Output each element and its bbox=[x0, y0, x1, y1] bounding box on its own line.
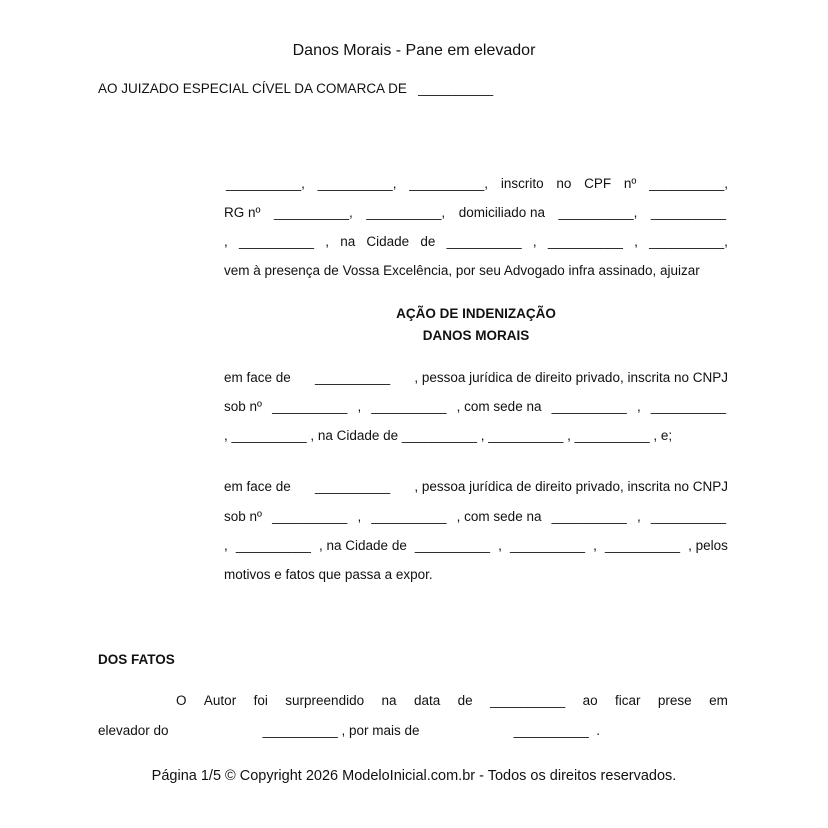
page-footer: Página 1/5 © Copyright 2026 ModeloInicial.com.br - Todos os direitos reservados. bbox=[151, 768, 677, 784]
text-token: na bbox=[381, 693, 397, 708]
text-token: , bbox=[498, 538, 502, 553]
party-line-2 bbox=[224, 205, 726, 221]
text-token: __________ bbox=[235, 538, 311, 553]
text-token: , na Cidade de bbox=[319, 538, 407, 553]
text-token: , bbox=[357, 399, 362, 414]
text-token: __________, bbox=[366, 205, 446, 220]
text-token: , bbox=[224, 234, 228, 249]
text-token: em face de bbox=[224, 370, 291, 385]
text-token: __________, bbox=[226, 176, 305, 191]
text-token: O bbox=[176, 693, 187, 708]
text-token: __________ bbox=[446, 234, 522, 249]
text-token: __________ bbox=[414, 538, 491, 553]
text-token: nº bbox=[623, 176, 637, 191]
text-token: , com sede na bbox=[456, 399, 542, 414]
party-line-3 bbox=[224, 234, 728, 250]
text-token: , bbox=[634, 234, 638, 249]
text-token: em face de bbox=[224, 479, 291, 494]
text-token: , com sede na bbox=[456, 509, 542, 524]
text-token: __________, bbox=[649, 234, 728, 249]
text-token: surpreendido bbox=[285, 693, 365, 708]
facts-heading: DOS FATOS bbox=[98, 652, 175, 667]
text-token: __________ . bbox=[513, 723, 600, 738]
text-token: domiciliado na bbox=[458, 205, 545, 220]
text-token: __________ bbox=[551, 399, 627, 414]
defendant2-line-4: motivos e fatos que passa a expor. bbox=[224, 567, 433, 582]
text-token: , bbox=[636, 509, 641, 524]
text-token: , pessoa jurídica de direito privado, inscrita no CNPJ bbox=[414, 479, 728, 494]
text-token: , bbox=[636, 399, 641, 414]
text-token: , pelos bbox=[688, 538, 728, 553]
text-token: __________ bbox=[509, 538, 586, 553]
text-token: ao bbox=[582, 693, 598, 708]
action-subtitle: DANOS MORAIS bbox=[422, 328, 530, 343]
text-token: , bbox=[593, 538, 597, 553]
text-token: , bbox=[357, 509, 362, 524]
text-token: __________ bbox=[490, 693, 566, 708]
text-token: __________, bbox=[649, 176, 728, 191]
text-token: __________, bbox=[273, 205, 353, 220]
facts-line-1 bbox=[176, 693, 728, 709]
text-token: inscrito bbox=[500, 176, 544, 191]
text-token: prese bbox=[657, 693, 692, 708]
text-token: na bbox=[340, 234, 356, 249]
text-token: __________ bbox=[272, 509, 348, 524]
document-title: Danos Morais - Pane em elevador bbox=[292, 42, 536, 59]
text-token: __________ bbox=[238, 234, 315, 249]
text-token: em bbox=[709, 693, 728, 708]
party-line-1 bbox=[226, 176, 728, 192]
defendant2-line-2 bbox=[224, 509, 726, 525]
text-token: data bbox=[413, 693, 441, 708]
text-token: Autor bbox=[203, 693, 237, 708]
text-token: elevador do bbox=[98, 723, 169, 738]
text-token: __________ bbox=[604, 538, 681, 553]
text-token: , bbox=[224, 538, 228, 553]
text-token: , bbox=[325, 234, 329, 249]
text-token: __________ bbox=[371, 399, 447, 414]
text-token: __________ bbox=[371, 509, 447, 524]
defendant2-line-1 bbox=[224, 479, 728, 495]
text-token: de bbox=[457, 693, 473, 708]
text-token: __________ , por mais de bbox=[262, 723, 420, 738]
text-token: CPF bbox=[584, 176, 612, 191]
text-token: Cidade bbox=[366, 234, 410, 249]
text-token: __________ bbox=[650, 399, 726, 414]
defendant1-line-1 bbox=[224, 370, 728, 386]
text-token: , pessoa jurídica de direito privado, inscrita no CNPJ bbox=[414, 370, 728, 385]
defendant2-line-3 bbox=[224, 538, 728, 554]
text-token: __________ bbox=[272, 399, 348, 414]
text-token: __________ bbox=[315, 370, 391, 385]
text-token: no bbox=[556, 176, 572, 191]
text-token: sob nº bbox=[224, 509, 262, 524]
text-token: __________, bbox=[409, 176, 489, 191]
text-token: de bbox=[420, 234, 436, 249]
text-token: __________ bbox=[315, 479, 391, 494]
court-heading: AO JUIZADO ESPECIAL CÍVEL DA COMARCA DE __________ bbox=[98, 81, 494, 96]
defendant1-line-2 bbox=[224, 399, 726, 415]
party-line-4: vem à presença de Vossa Excelência, por seu Advogado infra assinado, ajuizar bbox=[224, 263, 700, 278]
text-token: __________, bbox=[317, 176, 397, 191]
text-token: foi bbox=[253, 693, 268, 708]
text-token: __________ bbox=[547, 234, 623, 249]
facts-line-2 bbox=[98, 723, 600, 739]
text-token: RG nº bbox=[224, 205, 261, 220]
text-token: , bbox=[532, 234, 537, 249]
defendant1-line-3: , __________ , na Cidade de __________ , __________ , __________ , e; bbox=[224, 428, 673, 443]
text-token: __________ bbox=[650, 509, 726, 524]
text-token: __________ bbox=[551, 509, 627, 524]
text-token: __________, bbox=[558, 205, 638, 220]
text-token: ficar bbox=[615, 693, 641, 708]
text-token: __________ bbox=[650, 205, 726, 220]
text-token: sob nº bbox=[224, 399, 262, 414]
action-title: AÇÃO DE INDENIZAÇÃO bbox=[396, 306, 556, 321]
